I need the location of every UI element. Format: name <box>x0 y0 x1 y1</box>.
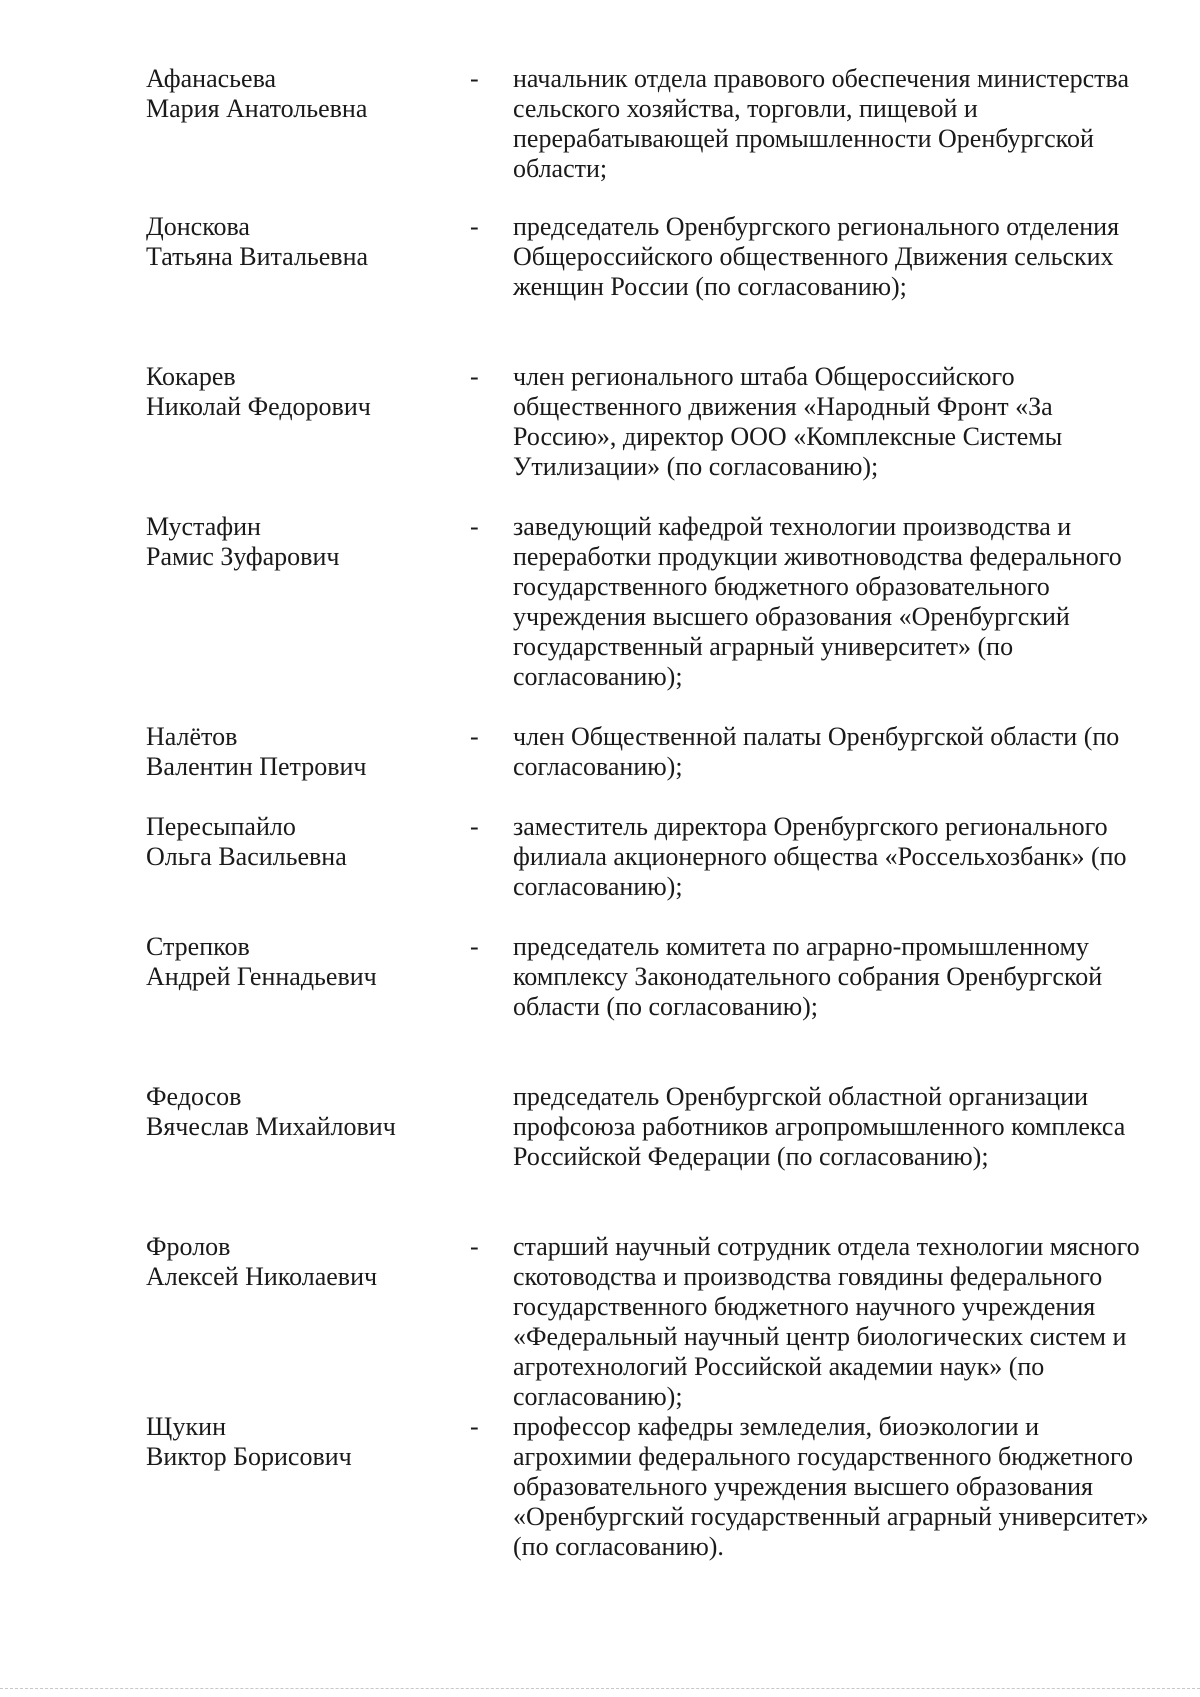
member-surname: Мустафин <box>146 512 261 541</box>
member-surname: Налётов <box>146 722 238 751</box>
member-given-names: Валентин Петрович <box>146 752 367 781</box>
dash-separator: - <box>470 1412 479 1441</box>
member-surname: Фролов <box>146 1232 231 1261</box>
member-given-names: Андрей Геннадьевич <box>146 962 377 991</box>
member-name <box>146 512 446 572</box>
member-surname: Донскова <box>146 212 250 241</box>
dash-separator: - <box>470 212 479 241</box>
member-description: старший научный сотрудник отдела технологии мясного скотоводства и производства говядины федерального государственного бюджетного научного учреждения «Федеральный научный центр биологических систем и агротехнологий Российской академии наук» (по согласованию); <box>513 1232 1140 1411</box>
member-name <box>146 812 446 872</box>
dash-separator: - <box>470 812 479 841</box>
member-given-names: Николай Федорович <box>146 392 371 421</box>
dash-separator: - <box>470 1232 479 1261</box>
member-surname: Кокарев <box>146 362 236 391</box>
member-name <box>146 362 446 422</box>
dash-separator: - <box>470 512 479 541</box>
member-given-names: Рамис Зуфарович <box>146 542 340 571</box>
member-given-names: Алексей Николаевич <box>146 1262 378 1291</box>
member-description: председатель комитета по аграрно-промышленному комплексу Законодательного собрания Оренбургской области (по согласованию); <box>513 932 1103 1021</box>
member-description: член регионального штаба Общероссийского общественного движения «Народный Фронт «За Россию», директор ООО «Комплексные Системы Утилизации» (по согласованию); <box>513 362 1063 481</box>
member-given-names: Виктор Борисович <box>146 1442 352 1471</box>
dash-separator: - <box>470 64 479 93</box>
member-description: заместитель директора Оренбургского регионального филиала акционерного общества «Россельхозбанк» (по согласованию); <box>513 812 1127 901</box>
member-description: член Общественной палаты Оренбургской области (по согласованию); <box>513 722 1120 781</box>
dash-separator: - <box>470 362 479 391</box>
member-description: председатель Оренбургской областной организации профсоюза работников агропромышленного комплекса Российской Федерации (по согласованию); <box>513 1082 1126 1171</box>
member-given-names: Ольга Васильевна <box>146 842 347 871</box>
member-name <box>146 212 446 272</box>
member-name <box>146 1232 446 1292</box>
member-given-names: Мария Анатольевна <box>146 94 368 123</box>
member-name <box>146 64 446 124</box>
member-surname: Пересыпайло <box>146 812 296 841</box>
member-description: заведующий кафедрой технологии производства и переработки продукции животноводства федерального государственного бюджетного образовательного учреждения высшего образования «Оренбургский государственный аграрный университет» (по согласованию); <box>513 512 1122 691</box>
dash-separator: - <box>470 932 479 961</box>
member-description: профессор кафедры земледелия, биоэкологии и агрохимии федерального государственного бюджетного образовательного учреждения высшего образования «Оренбургский государственный аграрный университет» (по согласованию). <box>513 1412 1149 1561</box>
member-name <box>146 932 446 992</box>
scan-edge-divider <box>0 1688 1200 1690</box>
member-surname: Федосов <box>146 1082 242 1111</box>
member-given-names: Татьяна Витальевна <box>146 242 369 271</box>
member-description: начальник отдела правового обеспечения министерства сельского хозяйства, торговли, пищевой и перерабатывающей промышленности Оренбургской области; <box>513 64 1130 183</box>
member-name <box>146 1412 446 1472</box>
member-surname: Щукин <box>146 1412 227 1441</box>
member-surname: Афанасьева <box>146 64 277 93</box>
member-name <box>146 722 446 782</box>
member-surname: Стрепков <box>146 932 250 961</box>
dash-separator: - <box>470 722 479 751</box>
member-description: председатель Оренбургского регионального отделения Общероссийского общественного Движения сельских женщин России (по согласованию); <box>513 212 1120 301</box>
member-name <box>146 1082 446 1142</box>
member-given-names: Вячеслав Михайлович <box>146 1112 396 1141</box>
